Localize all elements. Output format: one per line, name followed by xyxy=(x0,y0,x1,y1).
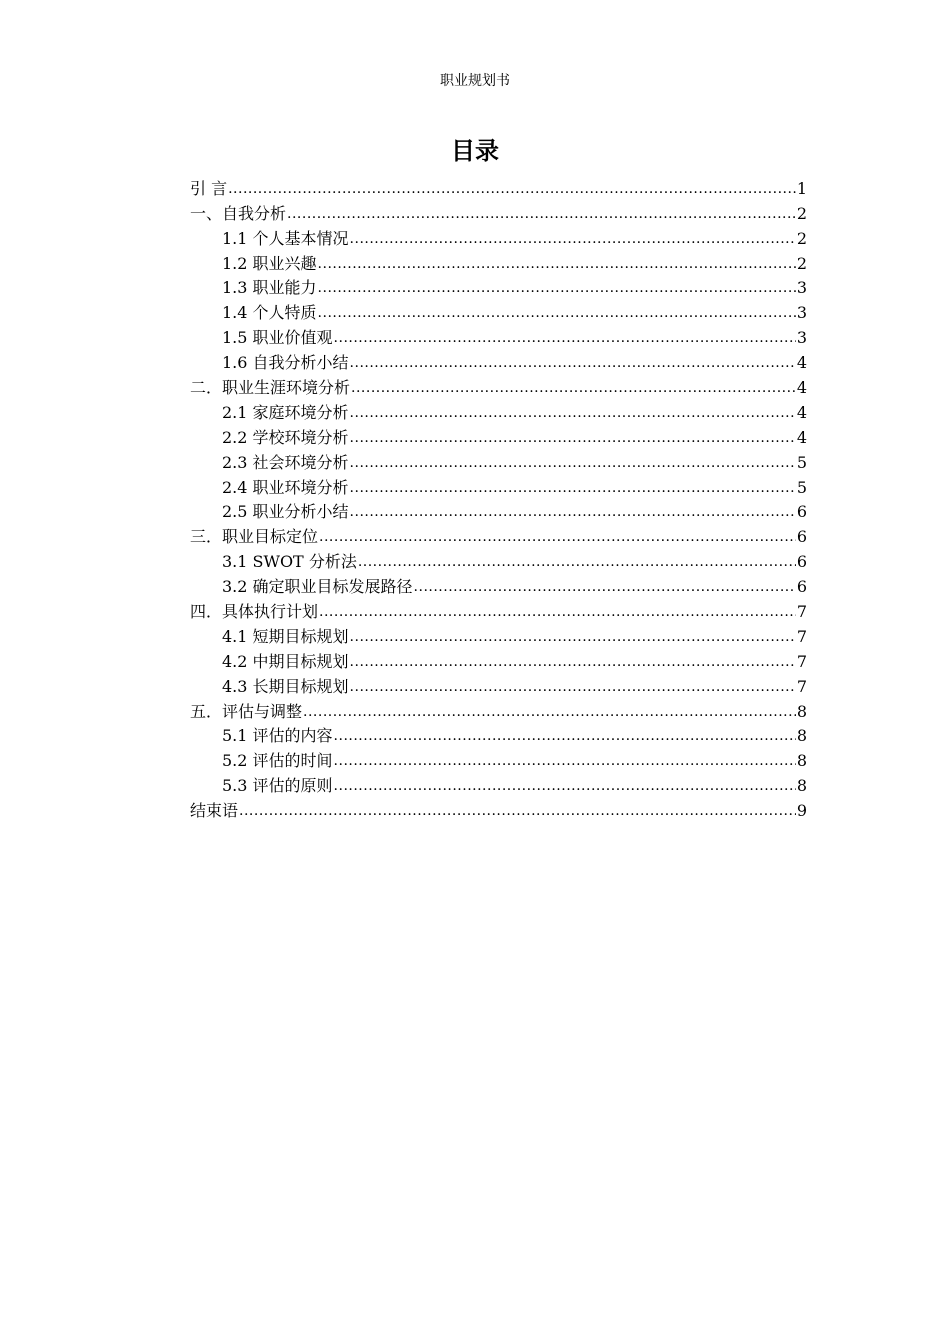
toc-entry[interactable] xyxy=(190,548,807,573)
toc-entry-label: 2.2 学校环境分析 xyxy=(222,427,349,447)
toc-entry-page-number: 6 xyxy=(796,552,807,572)
toc-entry[interactable] xyxy=(190,523,807,548)
toc-entry-label: 5.1 评估的内容 xyxy=(222,726,333,746)
toc-entry-page-number: 4 xyxy=(796,378,807,398)
toc-entry-label: 一、自我分析 xyxy=(190,203,287,223)
toc-entry[interactable] xyxy=(190,723,807,748)
toc-entry[interactable] xyxy=(190,175,807,200)
toc-entry[interactable] xyxy=(190,797,807,822)
page-header: 职业规划书 xyxy=(440,73,510,89)
toc-entry-label: 1.5 职业价值观 xyxy=(222,328,333,348)
toc-dot-leader xyxy=(350,402,796,424)
toc-dot-leader xyxy=(350,427,796,449)
toc-entry[interactable] xyxy=(190,374,807,399)
toc-entry[interactable] xyxy=(190,324,807,349)
toc-entry[interactable] xyxy=(190,747,807,772)
toc-entry-page-number: 6 xyxy=(796,577,807,597)
toc-entry-page-number: 8 xyxy=(796,751,807,771)
toc-dot-leader xyxy=(350,228,796,250)
toc-entry-label: 5.2 评估的时间 xyxy=(222,751,333,771)
toc-entry-label: 四．具体执行计划 xyxy=(190,602,319,622)
toc-entry-page-number: 4 xyxy=(796,427,807,447)
toc-dot-leader xyxy=(351,377,796,399)
toc-dot-leader xyxy=(350,676,796,698)
toc-entry-page-number: 8 xyxy=(796,726,807,746)
toc-entry-label: 2.5 职业分析小结 xyxy=(222,502,349,522)
toc-entry[interactable] xyxy=(190,648,807,673)
toc-entry-page-number: 5 xyxy=(796,452,807,472)
toc-title: 目录 xyxy=(451,137,499,165)
toc-entry-page-number: 4 xyxy=(796,353,807,373)
toc-dot-leader xyxy=(239,800,796,822)
toc-dot-leader xyxy=(318,253,796,275)
toc-dot-leader xyxy=(318,277,796,299)
toc-entry-label: 3.2 确定职业目标发展路径 xyxy=(222,577,413,597)
toc-dot-leader xyxy=(303,701,796,723)
toc-dot-leader xyxy=(350,477,796,499)
toc-entry-label: 二．职业生涯环境分析 xyxy=(190,378,351,398)
toc-entry-label: 4.2 中期目标规划 xyxy=(222,651,349,671)
toc-entry[interactable] xyxy=(190,200,807,225)
toc-entry[interactable] xyxy=(190,474,807,499)
toc-entry[interactable] xyxy=(190,399,807,424)
table-of-contents xyxy=(190,175,807,822)
toc-entry-label: 4.3 长期目标规划 xyxy=(222,676,349,696)
toc-dot-leader xyxy=(319,526,796,548)
toc-entry-page-number: 7 xyxy=(796,676,807,696)
toc-entry[interactable] xyxy=(190,598,807,623)
toc-entry-page-number: 7 xyxy=(796,602,807,622)
toc-entry-label: 1.2 职业兴趣 xyxy=(222,253,317,273)
toc-dot-leader xyxy=(228,178,796,200)
toc-entry-page-number: 8 xyxy=(796,776,807,796)
toc-entry[interactable] xyxy=(190,275,807,300)
toc-entry-label: 引 言 xyxy=(190,178,228,198)
toc-entry-page-number: 5 xyxy=(796,477,807,497)
toc-entry-page-number: 7 xyxy=(796,651,807,671)
toc-entry[interactable] xyxy=(190,673,807,698)
toc-entry-label: 1.1 个人基本情况 xyxy=(222,228,349,248)
toc-dot-leader xyxy=(358,551,796,573)
toc-entry-page-number: 3 xyxy=(796,303,807,323)
toc-entry[interactable] xyxy=(190,698,807,723)
toc-entry-page-number: 4 xyxy=(796,402,807,422)
toc-entry[interactable] xyxy=(190,772,807,797)
toc-dot-leader xyxy=(350,352,796,374)
toc-entry-label: 三．职业目标定位 xyxy=(190,527,319,547)
toc-entry-label: 2.1 家庭环境分析 xyxy=(222,402,349,422)
toc-entry-label: 4.1 短期目标规划 xyxy=(222,626,349,646)
toc-entry-label: 结束语 xyxy=(190,801,239,821)
toc-entry-label: 2.4 职业环境分析 xyxy=(222,477,349,497)
toc-entry[interactable] xyxy=(190,573,807,598)
toc-dot-leader xyxy=(318,302,796,324)
toc-dot-leader xyxy=(334,750,796,772)
toc-dot-leader xyxy=(334,725,796,747)
toc-entry-page-number: 2 xyxy=(796,253,807,273)
toc-dot-leader xyxy=(350,501,796,523)
toc-entry-page-number: 6 xyxy=(796,527,807,547)
toc-entry-page-number: 7 xyxy=(796,626,807,646)
toc-entry-label: 1.3 职业能力 xyxy=(222,278,317,298)
toc-dot-leader xyxy=(334,327,796,349)
toc-dot-leader xyxy=(350,651,796,673)
toc-entry-label: 五．评估与调整 xyxy=(190,701,303,721)
toc-entry-page-number: 1 xyxy=(796,178,807,198)
toc-dot-leader xyxy=(334,775,796,797)
toc-entry[interactable] xyxy=(190,225,807,250)
toc-entry-page-number: 3 xyxy=(796,328,807,348)
toc-entry-page-number: 6 xyxy=(796,502,807,522)
toc-entry-page-number: 2 xyxy=(796,228,807,248)
toc-dot-leader xyxy=(350,626,796,648)
toc-entry[interactable] xyxy=(190,299,807,324)
toc-entry[interactable] xyxy=(190,349,807,374)
toc-dot-leader xyxy=(319,601,796,623)
toc-entry-label: 2.3 社会环境分析 xyxy=(222,452,349,472)
toc-entry[interactable] xyxy=(190,424,807,449)
toc-entry-page-number: 9 xyxy=(796,801,807,821)
toc-entry[interactable] xyxy=(190,250,807,275)
toc-entry[interactable] xyxy=(190,499,807,524)
toc-entry-label: 3.1 SWOT 分析法 xyxy=(222,552,357,572)
toc-entry-label: 1.4 个人特质 xyxy=(222,303,317,323)
toc-entry-page-number: 8 xyxy=(796,701,807,721)
toc-dot-leader xyxy=(350,452,796,474)
toc-dot-leader xyxy=(414,576,796,598)
toc-entry[interactable] xyxy=(190,449,807,474)
toc-entry-page-number: 2 xyxy=(796,203,807,223)
toc-entry-page-number: 3 xyxy=(796,278,807,298)
toc-entry[interactable] xyxy=(190,623,807,648)
toc-entry-label: 5.3 评估的原则 xyxy=(222,776,333,796)
toc-entry-label: 1.6 自我分析小结 xyxy=(222,353,349,373)
toc-dot-leader xyxy=(287,203,796,225)
